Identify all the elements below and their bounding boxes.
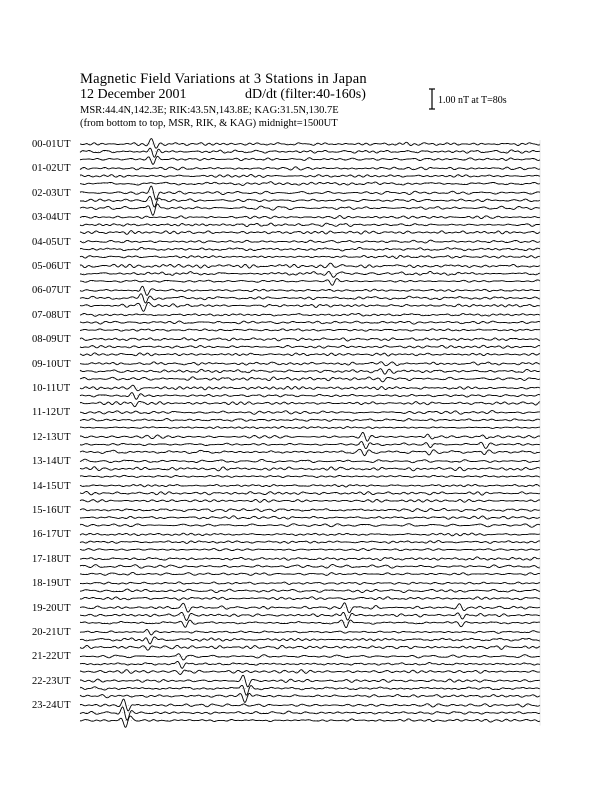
row-label: 04-05UT: [32, 236, 71, 248]
trace-line-msr: [80, 475, 540, 477]
trace-line-msr: [80, 401, 540, 406]
trace-line-rik: [80, 294, 540, 303]
row-label: 23-24UT: [32, 700, 71, 712]
row-label: 11-12UT: [32, 407, 71, 419]
trace-line-msr: [80, 597, 540, 600]
trace-line-rik: [80, 393, 540, 400]
trace-line-rik: [80, 148, 540, 157]
trace-line-rik: [80, 491, 540, 495]
trace-line-kag: [80, 362, 540, 366]
trace-line-rik: [80, 565, 540, 569]
trace-line-rik: [80, 707, 540, 720]
trace-line-kag: [80, 167, 540, 170]
row-label: 19-20UT: [32, 602, 71, 614]
row-label: 15-16UT: [32, 505, 71, 516]
trace-line-msr: [80, 572, 540, 575]
trace-line-rik: [80, 516, 540, 519]
trace-line-msr: [80, 694, 540, 703]
date-label: 12 December 2001: [80, 87, 187, 102]
row-label: 22-23UT: [32, 675, 71, 687]
trace-line-rik: [80, 637, 540, 644]
row-label: 06-07UT: [32, 285, 71, 297]
trace-line-kag: [80, 675, 540, 687]
station-coordinates: MSR:44.4N,142.3E; RIK:43.5N,143.8E; KAG:31.5N,130.7E: [80, 105, 339, 116]
row-label: 07-08UT: [32, 309, 71, 321]
trace-line-rik: [80, 223, 540, 227]
row-label: 21-22UT: [32, 651, 71, 663]
trace-line-kag: [80, 263, 540, 268]
trace-line-rik: [80, 271, 540, 277]
trace-line-msr: [80, 302, 540, 311]
scale-label: 1.00 nT at T=80s: [438, 95, 507, 106]
row-label: 10-11UT: [32, 383, 71, 394]
trace-line-msr: [80, 204, 540, 215]
trace-line-msr: [80, 716, 540, 727]
trace-line-rik: [80, 589, 540, 593]
row-label: 14-15UT: [32, 480, 71, 492]
trace-line-kag: [80, 240, 540, 243]
trace-line-msr: [80, 645, 540, 650]
row-label: 20-21UT: [32, 627, 71, 638]
row-label: 05-06UT: [32, 261, 71, 272]
trace-line-kag: [80, 630, 540, 635]
trace-line-kag: [80, 139, 540, 149]
trace-line-msr: [80, 620, 540, 628]
row-label: 13-14UT: [32, 456, 71, 468]
trace-line-kag: [80, 216, 540, 219]
chart-title: Magnetic Field Variations at 3 Stations in Japan: [80, 71, 367, 87]
trace-line-kag: [80, 286, 540, 295]
row-label: 03-04UT: [32, 212, 71, 224]
row-label: 12-13UT: [32, 431, 71, 443]
row-label: 18-19UT: [32, 578, 71, 590]
trace-line-kag: [80, 313, 540, 316]
trace-line-rik: [80, 612, 540, 620]
row-label: 09-10UT: [32, 358, 71, 370]
trace-line-msr: [80, 449, 540, 455]
trace-line-msr: [80, 156, 540, 164]
trace-line-rik: [80, 685, 540, 695]
row-label: 01-02UT: [32, 163, 71, 175]
row-label: 02-03UT: [32, 187, 71, 199]
trace-line-rik: [80, 345, 540, 348]
trace-line-kag: [80, 654, 540, 660]
trace-order-note: (from bottom to top, MSR, RIK, & KAG) midnight=1500UT: [80, 118, 338, 129]
trace-line-msr: [80, 279, 540, 286]
trace-line-kag: [80, 432, 540, 441]
trace-line-rik: [80, 442, 540, 449]
trace-line-msr: [80, 231, 540, 235]
trace-line-msr: [80, 255, 540, 258]
row-label: 08-09UT: [32, 334, 71, 346]
trace-line-msr: [80, 377, 540, 382]
row-label: 16-17UT: [32, 529, 71, 541]
trace-line-kag: [80, 385, 540, 391]
row-label: 17-18UT: [32, 553, 71, 565]
trace-line-rik: [80, 175, 540, 178]
trace-line-kag: [80, 582, 540, 585]
trace-line-msr: [80, 670, 540, 675]
trace-line-rik: [80, 196, 540, 207]
trace-line-kag: [80, 603, 540, 613]
trace-line-rik: [80, 661, 540, 668]
row-label: 00-01UT: [32, 139, 71, 150]
filter-label: dD/dt (filter:40-160s): [245, 87, 366, 102]
trace-line-msr: [80, 353, 540, 356]
trace-line-msr: [80, 426, 540, 428]
